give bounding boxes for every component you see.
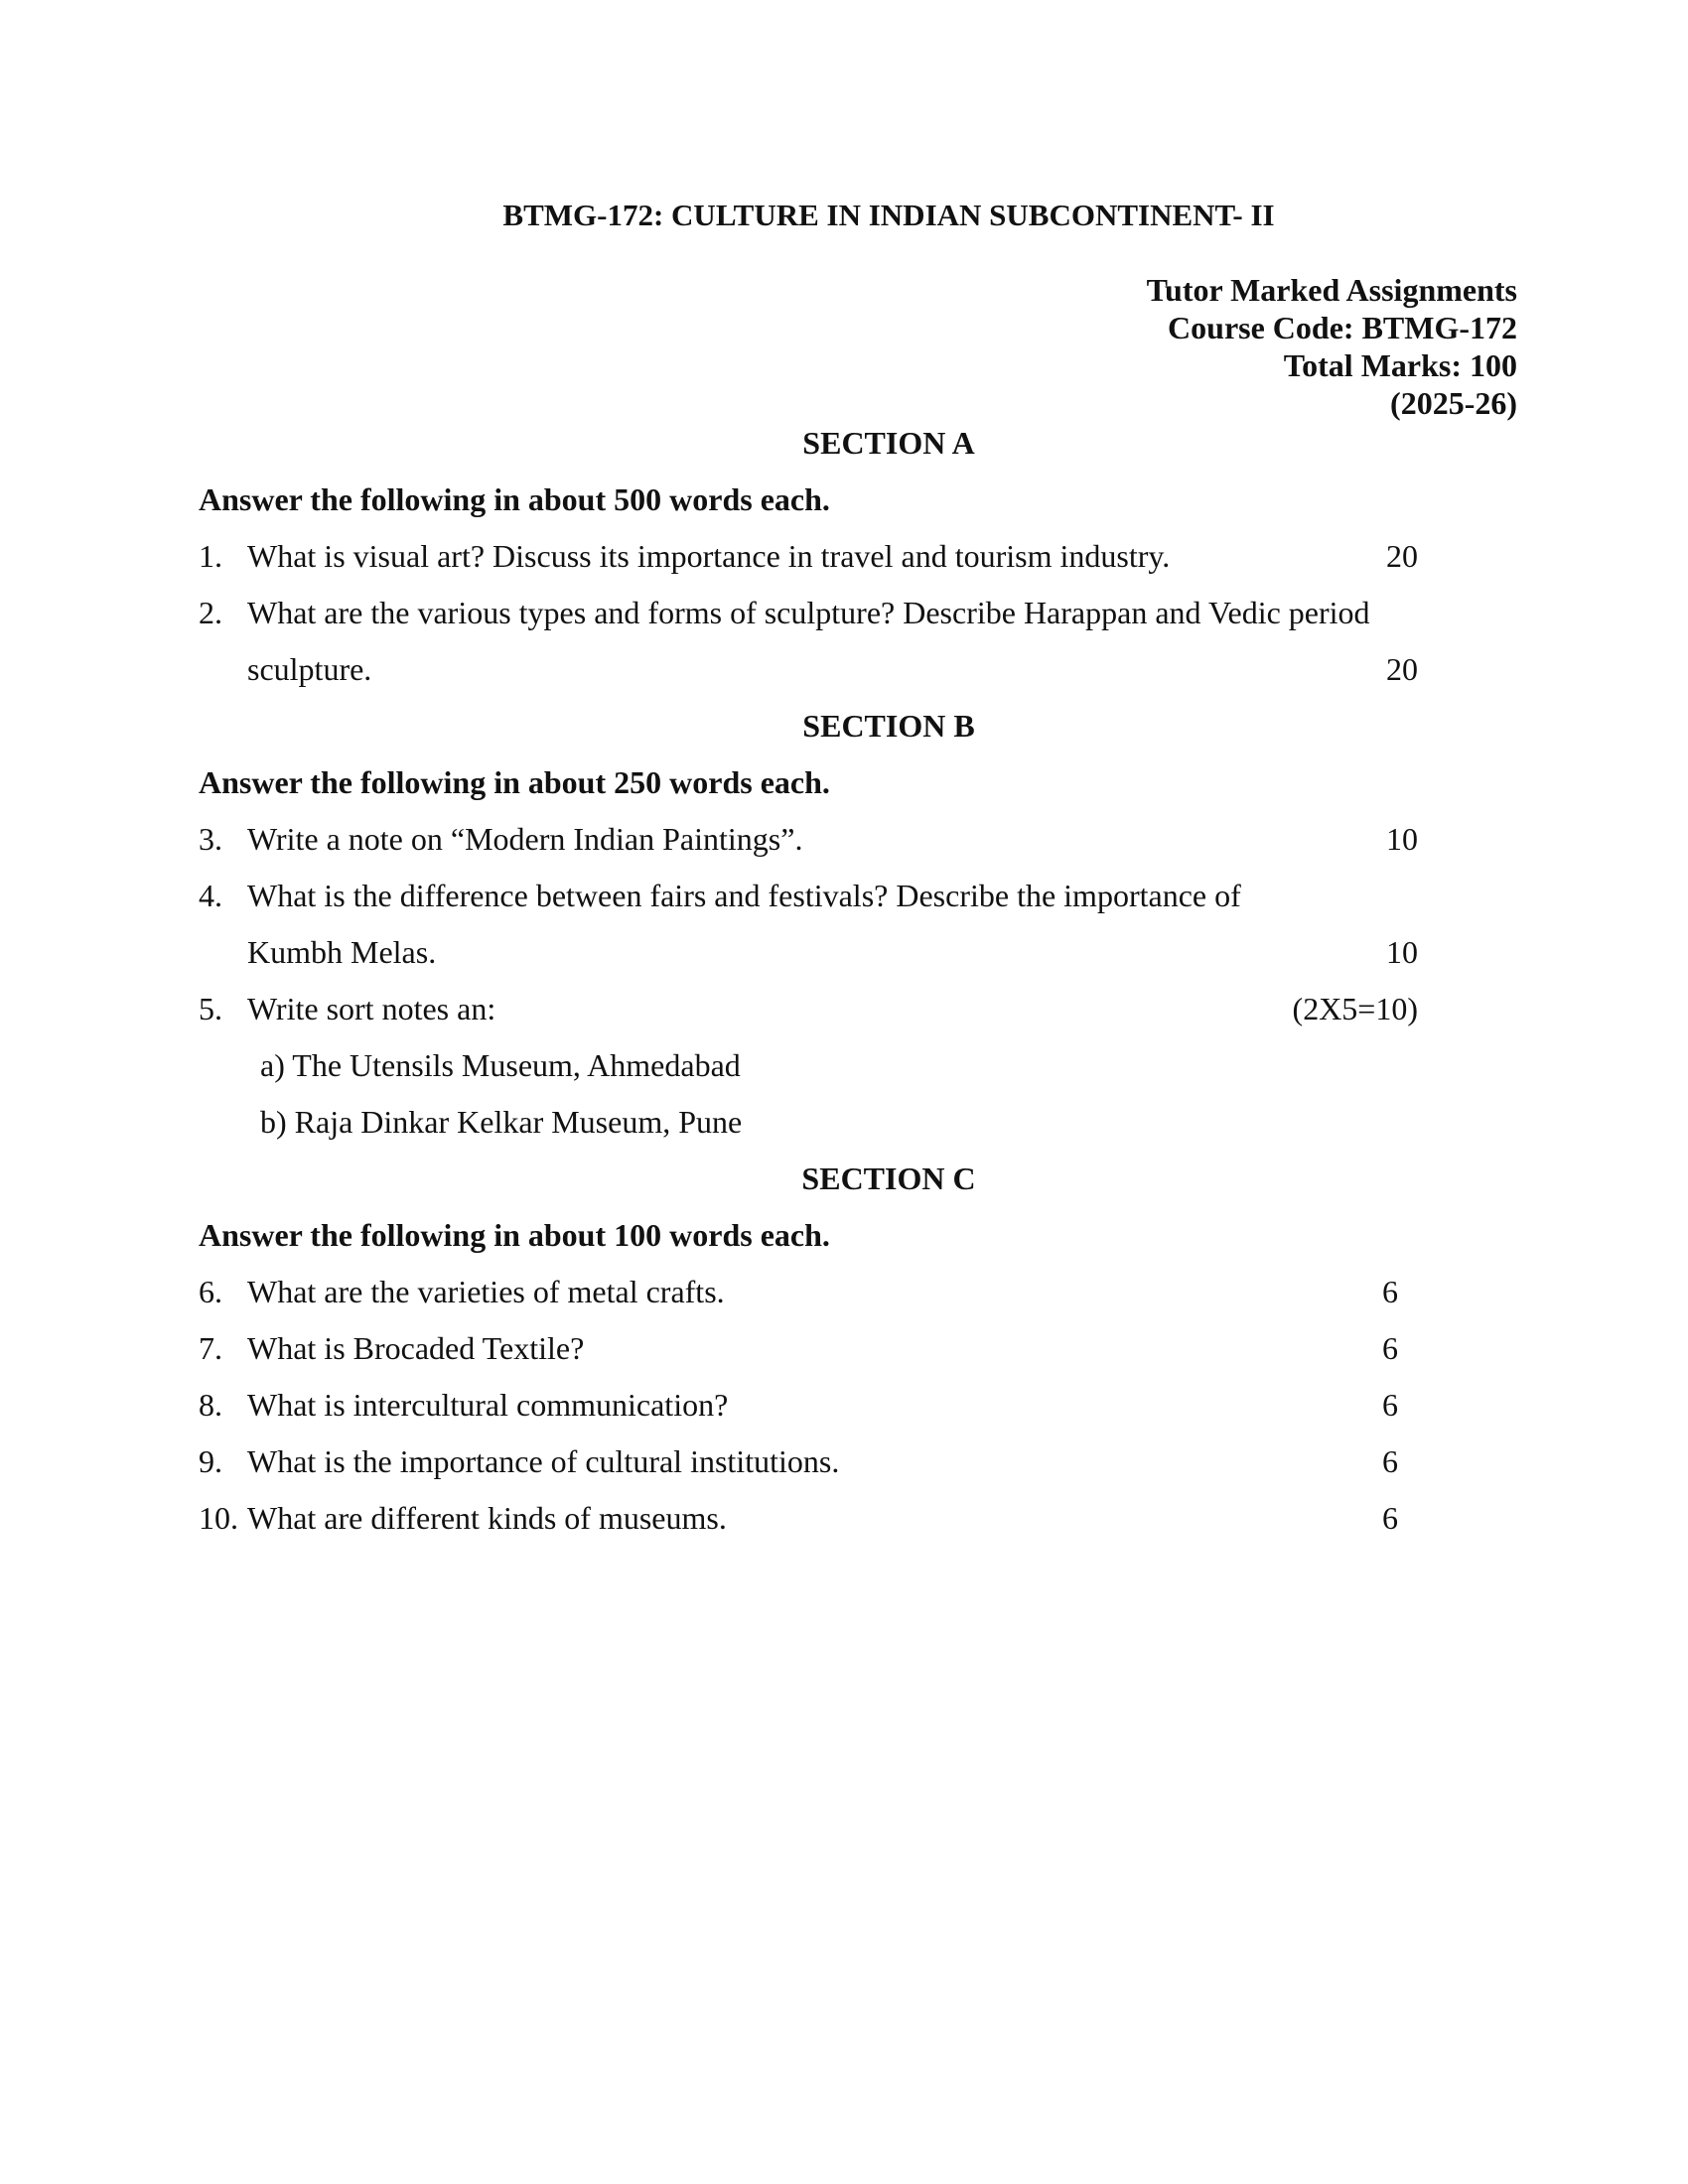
section-a-heading: SECTION A (802, 425, 975, 461)
assignment-meta (1147, 271, 1517, 422)
question-3-marks: 10 (1386, 821, 1418, 857)
question-9-marks: 6 (1382, 1443, 1398, 1479)
question-text: What is visual art? Discuss its importance in travel and tourism industry. (247, 538, 1171, 574)
question-number: 5. (199, 991, 222, 1026)
question-1-marks: 20 (1386, 538, 1418, 574)
question-8-marks: 6 (1382, 1387, 1398, 1423)
question-number: 4. (199, 878, 222, 913)
question-text: What are different kinds of museums. (247, 1500, 727, 1536)
session-year: (2025-26) (1390, 385, 1517, 421)
question-text: sculpture. (247, 651, 372, 687)
total-marks: Total Marks: 100 (1283, 347, 1517, 383)
question-number: 7. (199, 1330, 222, 1366)
question-number: 3. (199, 821, 222, 857)
question-5-sub-item-b: b) Raja Dinkar Kelkar Museum, Pune (260, 1104, 743, 1140)
question-2-marks: 20 (1386, 651, 1418, 687)
question-number: 9. (199, 1443, 222, 1479)
question-6-marks: 6 (1382, 1274, 1398, 1309)
assignment-type: Tutor Marked Assignments (1146, 272, 1517, 308)
question-number: 10. (199, 1500, 238, 1536)
section-b-heading: SECTION B (802, 708, 975, 744)
question-text: What are the varieties of metal crafts. (247, 1274, 725, 1309)
question-text: What is Brocaded Textile? (247, 1330, 585, 1366)
section-a-instruction: Answer the following in about 500 words each. (199, 481, 830, 517)
question-number: 8. (199, 1387, 222, 1423)
section-c-instruction: Answer the following in about 100 words each. (199, 1217, 830, 1253)
question-text: What are the various types and forms of sculpture? Describe Harappan and Vedic period (247, 595, 1370, 630)
question-10-marks: 6 (1382, 1500, 1398, 1536)
section-c-heading: SECTION C (801, 1160, 976, 1196)
question-7-marks: 6 (1382, 1330, 1398, 1366)
course-code: Course Code: BTMG-172 (1168, 310, 1517, 345)
question-number: 1. (199, 538, 222, 574)
question-text: What is the difference between fairs and festivals? Describe the importance of (247, 878, 1241, 913)
question-5-sub-item-a: a) The Utensils Museum, Ahmedabad (260, 1047, 741, 1083)
question-text: What is intercultural communication? (247, 1387, 729, 1423)
question-number: 6. (199, 1274, 222, 1309)
question-number: 2. (199, 595, 222, 630)
document-title: BTMG-172: CULTURE IN INDIAN SUBCONTINENT- II (502, 198, 1275, 232)
question-text: What is the importance of cultural institutions. (247, 1443, 840, 1479)
question-text: Write a note on “Modern Indian Paintings”. (247, 821, 803, 857)
question-text: Kumbh Melas. (247, 934, 437, 970)
question-4-marks: 10 (1386, 934, 1418, 970)
section-b-instruction: Answer the following in about 250 words each. (199, 764, 830, 800)
question-text: Write sort notes an: (247, 991, 496, 1026)
question-5-marks: (2X5=10) (1292, 991, 1418, 1026)
